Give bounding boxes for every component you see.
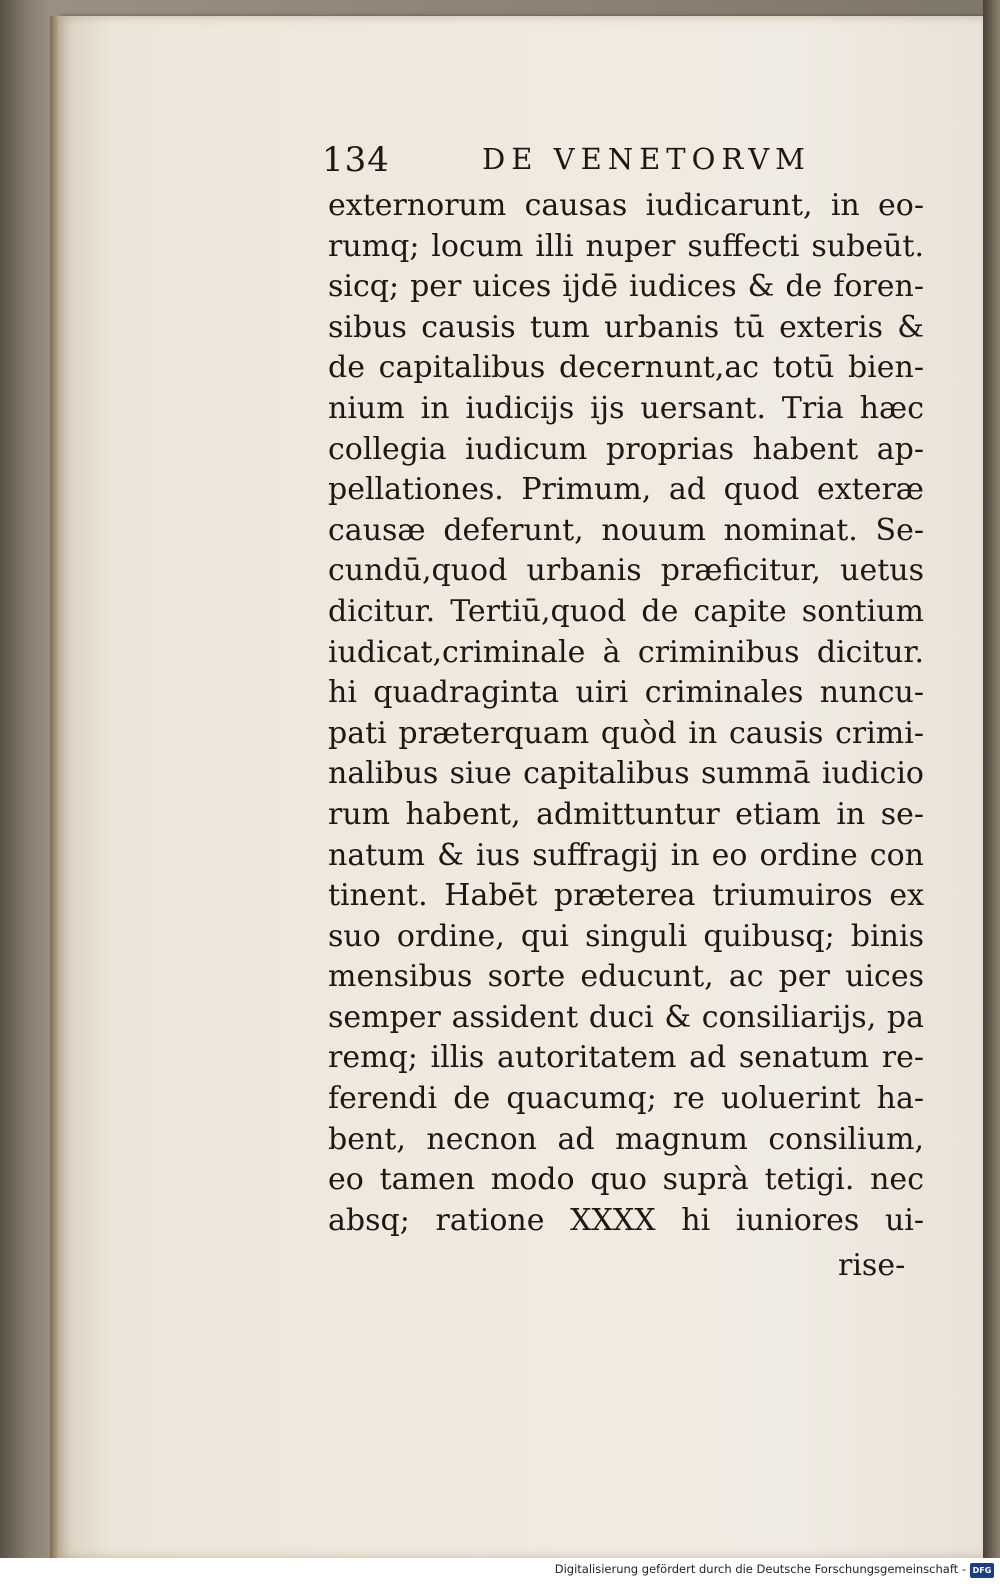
digitization-footer	[0, 1558, 1000, 1586]
dfg-logo: DFG	[970, 1563, 994, 1578]
text-line: iudicat,criminale à criminibus dicitur.	[328, 634, 924, 670]
text-line: sibus causis tum urbanis tū exteris &	[328, 309, 924, 345]
text-line: tinent. Habēt præterea triumuiros ex	[328, 878, 924, 914]
body-text	[328, 186, 924, 1241]
page-number: 134	[322, 140, 390, 180]
text-line: natum & ius suffragij in eo ordine con	[328, 837, 924, 873]
text-line: pati præterquam quòd in causis crimi-	[328, 715, 924, 751]
page-header	[322, 140, 922, 184]
text-line: rumq; locum illi nuper suffecti subeūt.	[328, 228, 924, 264]
text-line: bent, necnon ad magnum consilium,	[328, 1121, 924, 1157]
text-line: pellationes. Primum, ad quod exteræ	[328, 472, 924, 508]
text-line: externorum causas iudicarunt, in eo-	[328, 188, 924, 223]
text-line: eo tamen modo quo suprà tetigi. nec	[328, 1162, 924, 1198]
text-line: rum habent, admittuntur etiam in se-	[328, 796, 924, 832]
text-line: causæ deferunt, nouum nominat. Se-	[328, 512, 924, 548]
text-line: sicq; per uices ijdē iudices & de foren-	[328, 269, 924, 305]
text-line: de capitalibus decernunt,ac totū bien-	[328, 350, 924, 386]
text-line: hi quadraginta uiri criminales nuncu-	[328, 675, 924, 711]
text-line: nalibus siue capitalibus summā iudicio	[328, 756, 924, 792]
text-line: absq; ratione XXXX hi iuniores ui-	[328, 1202, 924, 1238]
text-line: semper assident duci & consiliarijs, pa	[328, 999, 924, 1035]
text-line: remq; illis autoritatem ad senatum re-	[328, 1040, 924, 1076]
text-line: suo ordine, qui singuli quibusq; binis	[328, 918, 924, 954]
page-fore-edge	[983, 0, 1000, 1558]
text-line: ferendi de quacumq; re uoluerint ha-	[328, 1081, 924, 1117]
catchword: rise-	[838, 1248, 906, 1283]
text-line: mensibus sorte educunt, ac per uices	[328, 959, 924, 995]
text-line: collegia iudicum proprias habent ap-	[328, 431, 924, 467]
running-title: DE VENETORVM	[482, 142, 811, 176]
text-line: nium in iudicijs ijs uersant. Tria hæc	[328, 390, 924, 426]
text-line: cundū,quod urbanis præficitur, uetus	[328, 553, 924, 589]
funding-credit: Digitalisierung gefördert durch die Deutsche Forschungsgemeinschaft -	[554, 1562, 966, 1576]
text-line: dicitur. Tertiū,quod de capite sontium	[328, 593, 924, 629]
